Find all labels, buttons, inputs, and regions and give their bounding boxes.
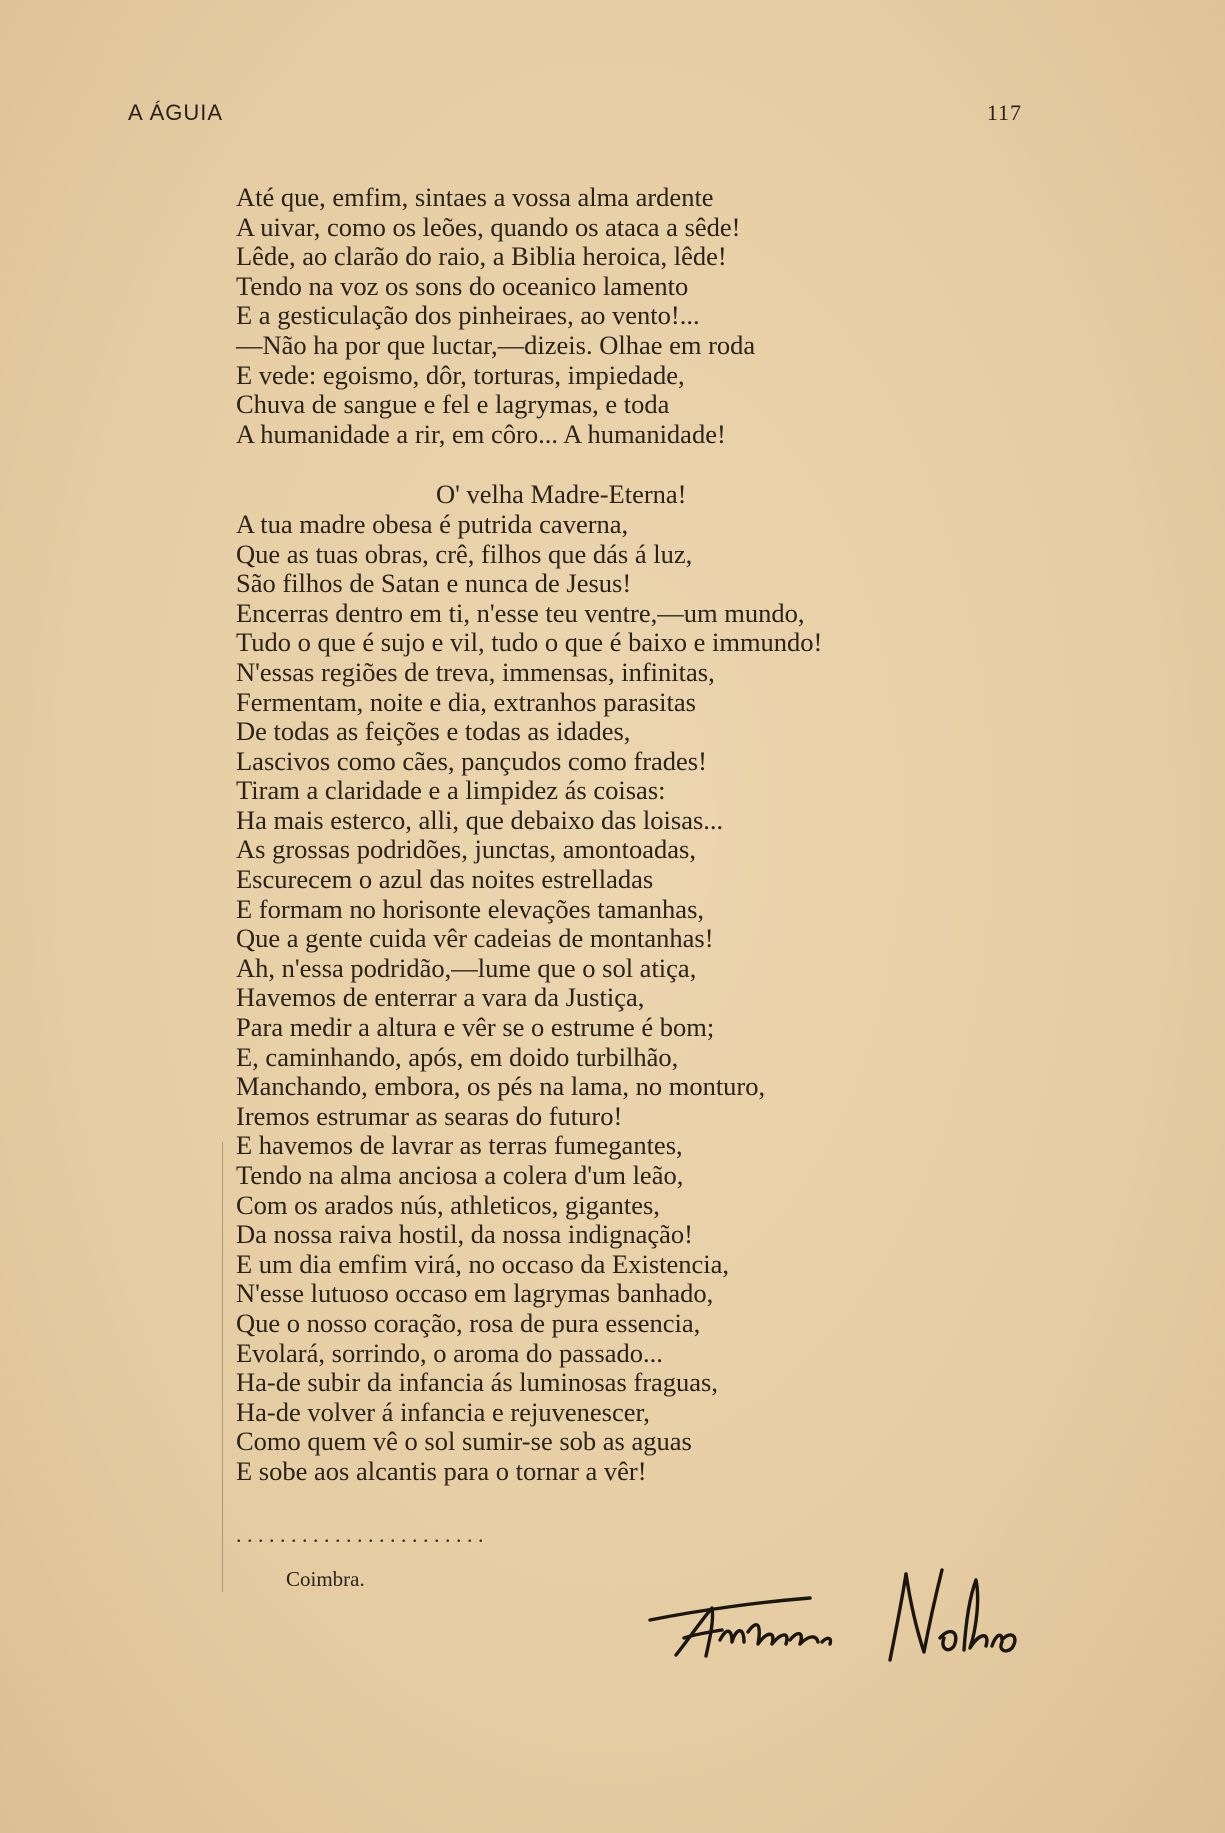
poem-line: Encerras dentro em ti, n'esse teu ventre,—um mundo,	[236, 597, 805, 628]
poem-line: As grossas podridões, junctas, amontoadas,	[236, 834, 696, 865]
poem-line: E, caminhando, após, em doido turbilhão,	[236, 1041, 679, 1072]
poem-line: E a gesticulação dos pinheiraes, ao vento!...	[236, 300, 700, 331]
poem-line: Como quem vê o sol sumir-se sob as aguas	[236, 1426, 692, 1457]
poem-line: Até que, emfim, sintaes a vossa alma ardente	[236, 182, 714, 212]
poem-line: Tendo na voz os sons do oceanico lamento	[236, 270, 689, 301]
poem-line: Lascivos como cães, pançudos como frades!	[236, 745, 707, 776]
poem-line: Fermentam, noite e dia, extranhos parasitas	[236, 686, 696, 717]
ellipsis-row: . . . . . . . . . . . . . . . . . . . . . . .	[236, 1522, 484, 1547]
poem-line: E havemos de lavrar as terras fumegantes,	[236, 1130, 683, 1161]
poem-line: Escurecem o azul das noites estrelladas	[236, 864, 654, 895]
poem-line: Com os arados nús, athleticos, gigantes,	[236, 1189, 660, 1220]
poem-line: E sobe aos alcantis para o tornar a vêr!	[236, 1455, 647, 1486]
poem-line: A tua madre obesa é putrida caverna,	[236, 508, 629, 539]
stanza-gap	[236, 449, 996, 480]
poem-line: N'essas regiões de treva, immensas, infinitas,	[236, 656, 715, 687]
poem	[236, 183, 996, 1487]
poem-line: Que a gente cuida vêr cadeias de montanhas!	[236, 923, 714, 954]
poem-line: Ah, n'essa podridão,—lume que o sol atiça,	[236, 952, 697, 983]
poem-line: Para medir a altura e vêr se o estrume é bom;	[236, 1012, 715, 1043]
poem-line: Iremos estrumar as searas do futuro!	[236, 1100, 623, 1131]
poem-line: Tiram a claridade e a limpidez ás coisas:	[236, 775, 666, 806]
stanza-1	[236, 183, 996, 449]
running-head	[128, 100, 1022, 126]
poem-line: A uivar, como os leões, quando os ataca a sêde!	[236, 211, 741, 242]
poem-line: De todas as feições e todas as idades,	[236, 716, 631, 747]
stanza-2	[236, 480, 996, 1486]
poem-line: Da nossa raiva hostil, da nossa indignação!	[236, 1219, 694, 1250]
poem-line: Que o nosso coração, rosa de pura essencia,	[236, 1307, 701, 1338]
margin-rule	[222, 1142, 223, 1592]
poem-line: Ha mais esterco, alli, que debaixo das loisas...	[236, 804, 724, 835]
page-number: 117	[986, 100, 1022, 125]
poem-line: —Não ha por que luctar,—dizeis. Olhae em roda	[236, 329, 756, 360]
poem-line: E vede: egoismo, dôr, torturas, impiedade,	[236, 359, 685, 390]
poem-line: Lêde, ao clarão do raio, a Biblia heroica, lêde!	[236, 241, 727, 272]
poem-line: Que as tuas obras, crê, filhos que dás á luz,	[236, 538, 693, 569]
poem-line: Ha-de subir da infancia ás luminosas fraguas,	[236, 1367, 718, 1398]
poem-line: Chuva de sangue e fel e lagrymas, e toda	[236, 389, 670, 420]
poem-line: E um dia emfim virá, no occaso da Existencia,	[236, 1248, 730, 1279]
poem-line: São filhos de Satan e nunca de Jesus!	[236, 568, 632, 599]
poem-line: Tendo na alma anciosa a colera d'um leão,	[236, 1160, 684, 1190]
poem-line-opening: O' velha Madre-Eterna!	[436, 479, 687, 510]
poem-line: Havemos de enterrar a vara da Justiça,	[236, 982, 645, 1013]
poem-line: Evolará, sorrindo, o aroma do passado...	[236, 1337, 663, 1368]
poem-line: Ha-de volver á infancia e rejuvenescer,	[236, 1396, 650, 1427]
poem-line: E formam no horisonte elevações tamanhas,	[236, 893, 705, 924]
poem-line: N'esse lutuoso occaso em lagrymas banhado,	[236, 1278, 714, 1309]
poem-line: Manchando, embora, os pés na lama, no monturo,	[236, 1071, 766, 1102]
place-of-writing: Coimbra.	[286, 1567, 365, 1591]
handwritten-signature	[640, 1560, 1030, 1670]
journal-title: A ÁGUIA	[128, 100, 224, 125]
poem-line: Tudo o que é sujo e vil, tudo o que é baixo e immundo!	[236, 627, 823, 658]
poem-line: A humanidade a rir, em côro... A humanidade!	[236, 418, 726, 449]
